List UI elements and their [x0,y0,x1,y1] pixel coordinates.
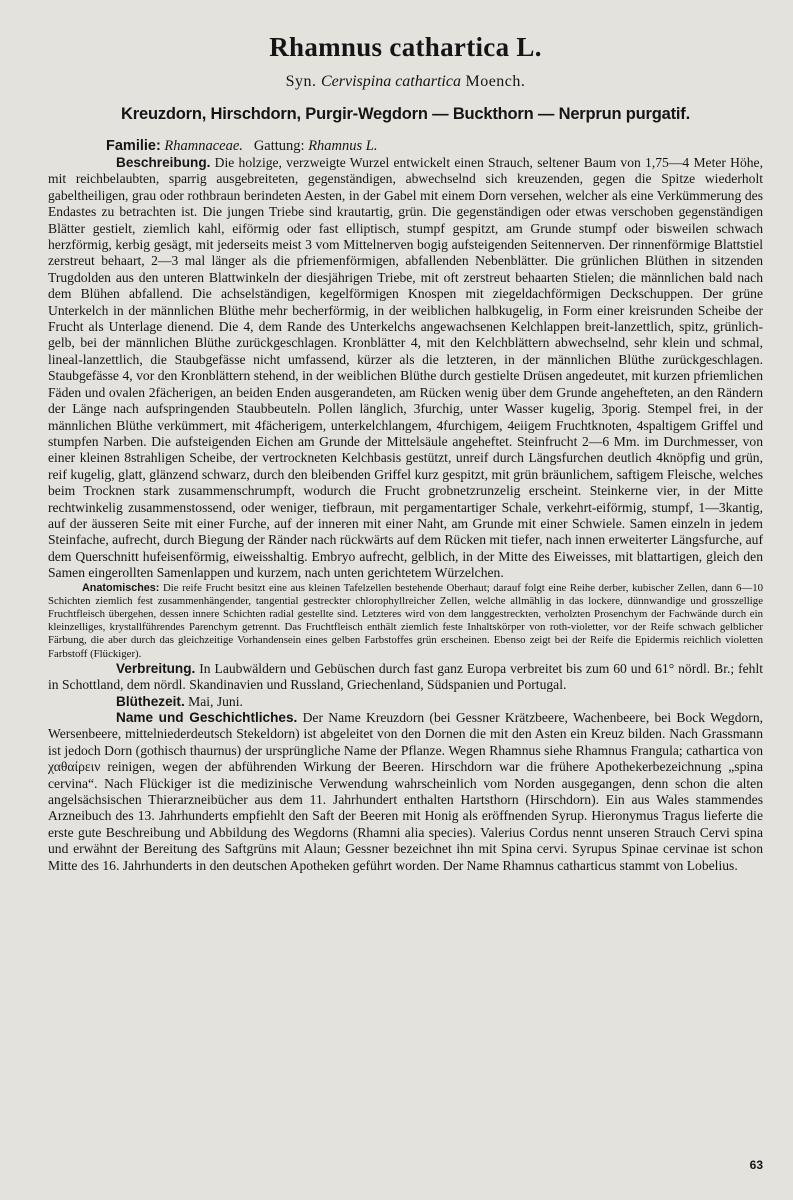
description-heading: Beschreibung. [116,155,211,170]
common-names: Kreuzdorn, Hirschdorn, Purgir-Wegdorn — Buckthorn — Nerprun purgatif. [121,105,690,123]
history-section [48,710,763,874]
genus-value: Rhamnus L. [308,138,378,154]
family-label: Familie: [106,138,161,154]
history-text: Der Name Kreuzdorn (bei Gessner Krätzbeere, Wachenbeere, bei Bock Wegdorn, Wersenbeere, mittelniederdeutsch Stekeldorn) ist abgeleitet von den Dornen die mit den Asten ein Kreuz bilden. Nach Grassmann ist jedoch Dorn (gothisch thaurnus) der ursprüngliche Name der Pflanze. Wegen Rhamnus siehe Rhamnus Frangula; cathartica von χαθαίρειν reinigen, wegen der abführenden Wirkung der Beeren. Hirschdorn war die frühere Apothekerbezeichnung „spina cervina“. Nach Flückiger ist die medizinische Verwendung wahrscheinlich vom Norden ausgegangen, denn schon die alten angelsächsischen Thierarzneibücher aus dem 11. Jahrhundert enthalten Hartsthorn (Hirschdorn). Ein aus Wales stammendes Arzneibuch des 13. Jahrhunderts empfiehlt den Saft der Beeren mit Honig als eröffnenden Syrup. Hieronymus Tragus lieferte die erste gute Beschreibung und Abbildung des Wegdorns (Rhamni alia species). Valerius Cordus nennt unseren Strauch Cervi spina und erwähnt der Bereitung des Saftgrüns mit Alaun; Gessner bezeichnet ihn mit Spina cervi. Syrupus Spinae cervinae ist schon Mitte des 16. Jahrhunderts in den deutschen Apotheken geführt worden. Der Name Rhamnus catharticus stammt von Lobelius. [48,710,764,873]
synonym-author: Moench. [465,73,526,90]
description-text: Die holzige, verzweigte Wurzel entwickelt einen Strauch, seltener Baum von 1,75—4 Meter Höhe, mit reichbelaubten, sparrig ausgebreiteten, gegenständigen, abwechselnd sich kreuzenden, gegen die Spitze wiederholt gabeltheiligen, grau oder rothbraun berindeten Aesten, in der Gabel mit einem Dorn versehen, welcher als eine Verkümmerung des Endastes zu betrachten ist. Die jungen Triebe sind krautartig, grün. Die gegenständigen oder etwas verschoben gegenständigen Blätter gestielt, ziemlich kahl, eiförmig oder fast elliptisch, stumpf gespitzt, am Grunde stumpf oder bisweilen schwach herzförmig, kerbig gesägt, mit jederseits meist 3 vom Mittelnerven bogig aufsteigenden Seitennerven. Der rinnenförmige Blattstiel zerstreut behaart, 2—3 mal länger als die pfriemenförmigen, abfallenden Nebenblätter. Die grünlichen Blüthen in sitzenden Trugdolden aus den unteren Blattwinkeln der diesjährigen Triebe, mit oft zerstreut behaarten Stielen; die männlichen bald nach dem Blühen abfallend. Die achselständigen, kegelförmigen Knospen mit ziegeldachförmigen Deckschuppen. Der grüne Unterkelch in der männlichen Blüthe mehr becherförmig, in der weiblichen halbkugelig, in Form einer kreisrunden Scheibe der Frucht als Unterlage dienend. Die 4, dem Rande des Unterkelchs angewachsenen Kelchlappen breit-lanzettlich, spitz, grünlich-gelb, bei der männlichen Blüthe zurückgeschlagen. Kronblätter 4, mit den Kelchblättern abwechselnd, sehr klein und schmal, lineal-lanzettlich, die Staubgefässe nicht umfassend, kürzer als die letzteren, in der männlichen Blüthe zurückgeschlagen. Staubgefässe 4, vor den Kronblättern stehend, in der weiblichen Blüthe durch gestielte Drüsen angedeutet, mit kurzen pfriemlichen Fäden und ovalen 2fächerigen, an beiden Enden ausgerandeten, am Rücken wenig über dem Grunde angehefteten, an den Rändern der Länge nach aufspringenden Staubbeuteln. Pollen länglich, 3furchig, unter Wasser kugelig, 3porig. Stempel frei, in der männlichen Blüthe verkümmert, mit 4fächerigem, unterkelchlangem, 4furchigem, 4eiigem Fruchtknoten, 4spaltigem Griffel und stumpfen Narben. Die aufsteigenden Eichen am Grunde der Mittelsäule angeheftet. Steinfrucht 2—6 Mm. im Durchmesser, von einer kleinen 8strahligen Scheibe, der vertrockneten Kelchbasis gestützt, unreif durch Längsfurchen deutlich 4knöpfig und grün, reif kugelig, glatt, glänzend schwarz, durch den bleibenden Griffel kurz gespitzt, mit grün bräunlichem, saftigem Fleische, welches beim Trocknen stark zusammenschrumpft, wodurch die Frucht grobnetzrunzelig erscheint. Steinkerne vier, in der Mitte rechtwinkelig zusammenstossend, oder weniger, tiefbraun, mit pergamentartiger Schale, verkehrt-eiförmig, stumpf, 1—3kantig, auf der äusseren Seite mit einer Furche, auf der inneren mit einer Naht, am Grunde mit einer Schwiele. Samen einzeln in jedem Steinfache, aufrecht, durch Biegung der Ränder nach rückwärts auf dem Rücken mit tiefer, nach innen erweiterter Längsfurche, auf dem Querschnitt hufeisenförmig, eiweisshaltig. Embryo aufrecht, gelblich, in der Mitte des Eiweisses, mit blattartigen, gleich den Samen eingerollten Samenlappen und kurzem, nach unten gerichtetem Würzelchen. [48,155,763,581]
genus-label: Gattung: [253,138,305,154]
family-value: Rhamnaceae. [164,138,243,154]
page-number: 63 [749,1158,763,1172]
anatomy-text: Die reife Frucht besitzt eine aus kleinen Tafelzellen bestehende Oberhaut; darauf folgt eine Reihe derber, kubischer Zellen, dann 6—10 Schichten ziemlich fest zusammenhängender, tangential gestreckter chlorophyllreicher Zellen, welche allmählig in das lockere, dünnwandige und grosszellige Fruchtfleisch übergehen, dessen innere Schichten radial gestellte sind. Letzteres wird von dem langgestreckten, verholzten Prosenchym der Fachwände durch ein kleinzelliges, krystallführendes Parenchym getrennt. Das Fruchtfleisch enthält ziemlich feste Inhaltskörper von roth-violetter, vor der Reife schwach gelblicher Färbung, die aber durch das gleichzeitige Vorhandensein eines gelben Farbstoffes grün erscheinen. Ebenso zeigt bei der Reife die Epidermis reichlich violetten Farbstoff (Flückiger). [48,581,763,660]
distribution-text: In Laubwäldern und Gebüschen durch fast ganz Europa verbreitet bis zum 60 und 61° nördl. Br.; fehlt in Schottland, dem nördl. Skandinavien und Russland, Griechenland, Südspanien und Portugal. [48,660,764,693]
anatomy-heading: Anatomisches: [82,581,160,594]
anatomy-section [48,582,763,661]
synonym-line [48,73,763,91]
description-section [48,155,763,582]
flowering-heading: Blüthezeit. [116,693,185,709]
synonym-name: Cervispina cathartica [320,73,461,90]
family-line [106,138,763,155]
history-heading: Name und Geschichtliches. [116,710,298,725]
synonym-prefix: Syn. [285,73,317,90]
distribution-heading: Verbreitung. [116,660,196,676]
page-title: Rhamnus cathartica L. [269,32,542,62]
flowering-section [48,694,763,710]
distribution-section [48,661,763,694]
flowering-text: Mai, Juni. [188,693,243,709]
